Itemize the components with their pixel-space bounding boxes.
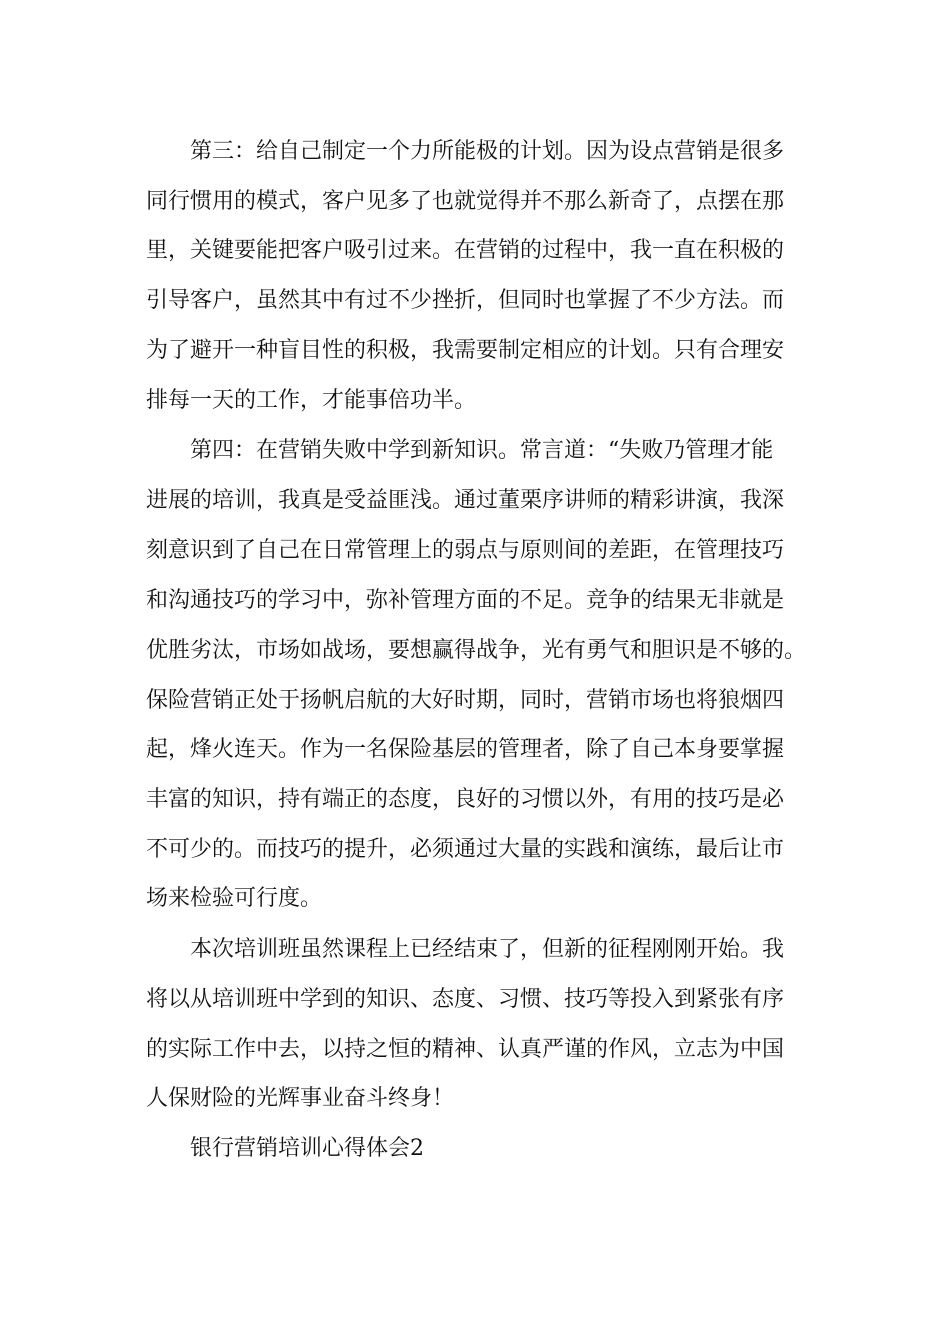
paragraph-1-line-5: 为了避开一种盲目性的积极，我需要制定相应的计划。只有合理安	[146, 338, 785, 363]
paragraph-2-line-9: 不可少的。而技巧的提升，必须通过大量的实践和演练，最后让市	[146, 837, 785, 862]
paragraph-3-line-2: 将以从培训班中学到的知识、态度、习惯、技巧等投入到紧张有序	[146, 987, 785, 1012]
paragraph-1-line-6: 排每一天的工作，才能事倍功半。	[146, 388, 477, 413]
section-heading: 银行营销培训心得体会2	[190, 1136, 424, 1161]
paragraph-2-line-7: 起，烽火连天。作为一名保险基层的管理者，除了自己本身要掌握	[146, 737, 785, 762]
paragraph-2-line-10: 场来检验可行度。	[146, 886, 323, 911]
paragraph-2-line-5: 优胜劣汰，市场如战场，要想赢得战争，光有勇气和胆识是不够的。	[146, 638, 807, 663]
paragraph-2-line-6: 保险营销正处于扬帆启航的大好时期，同时，营销市场也将狼烟四	[146, 688, 785, 713]
paragraph-1-line-1: 第三：给自己制定一个力所能极的计划。因为设点营销是很多	[190, 139, 785, 164]
paragraph-2-line-2: 进展的培训，我真是受益匪浅。通过董栗序讲师的精彩讲演，我深	[146, 488, 785, 513]
paragraph-2-line-8: 丰富的知识，持有端正的态度，良好的习惯以外，有用的技巧是必	[146, 787, 785, 812]
paragraph-2-line-4: 和沟通技巧的学习中，弥补管理方面的不足。竞争的结果无非就是	[146, 588, 785, 613]
paragraph-1-line-2: 同行惯用的模式，客户见多了也就觉得并不那么新奇了，点摆在那	[146, 189, 785, 214]
paragraph-3-line-4: 人保财险的光辉事业奋斗终身！	[146, 1086, 455, 1111]
paragraph-3-line-1: 本次培训班虽然课程上已经结束了，但新的征程刚刚开始。我	[190, 937, 785, 962]
paragraph-3-line-3: 的实际工作中去，以持之恒的精神、认真严谨的作风，立志为中国	[146, 1037, 785, 1062]
paragraph-1-line-4: 引导客户，虽然其中有过不少挫折，但同时也掌握了不少方法。而	[146, 288, 785, 313]
paragraph-2-line-1: 第四：在营销失败中学到新知识。常言道：“失败乃管理才能	[190, 438, 774, 463]
paragraph-1-line-3: 里，关键要能把客户吸引过来。在营销的过程中，我一直在积极的	[146, 238, 785, 263]
paragraph-2-line-3: 刻意识到了自己在日常管理上的弱点与原则间的差距，在管理技巧	[146, 538, 785, 563]
